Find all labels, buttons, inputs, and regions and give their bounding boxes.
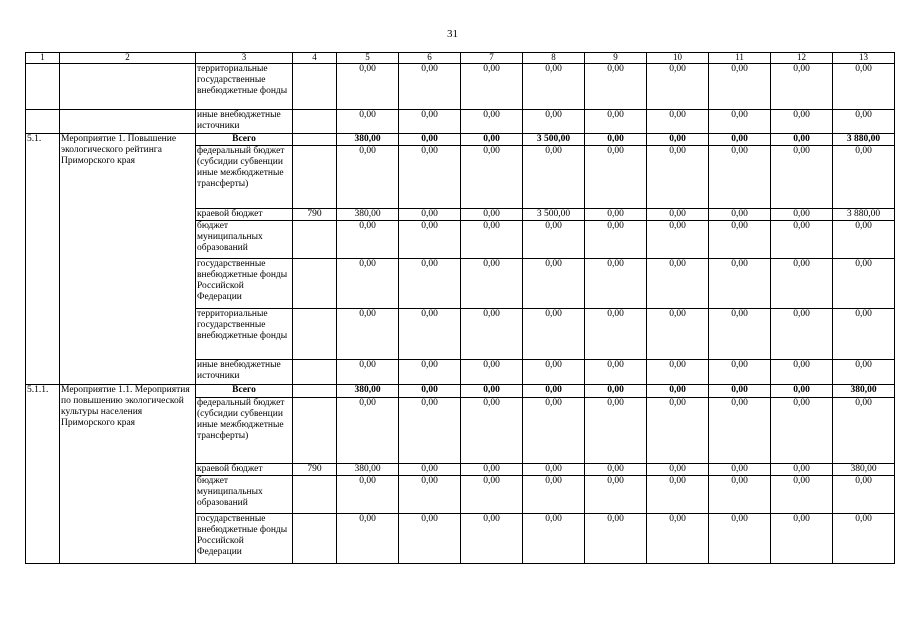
header-row — [26, 53, 895, 64]
amount-cell: 0,00 — [461, 398, 523, 464]
amount-cell: 0,00 — [399, 360, 461, 385]
amount-cell: 0,00 — [523, 221, 585, 259]
amount-cell: 3 880,00 — [833, 134, 895, 146]
amount-cell: 0,00 — [771, 309, 833, 360]
amount-cell: 0,00 — [399, 259, 461, 309]
amount-cell: 0,00 — [647, 134, 709, 146]
amount-cell: 0,00 — [709, 134, 771, 146]
table-row — [26, 64, 895, 110]
budget-code — [293, 476, 337, 514]
budget-code — [293, 398, 337, 464]
amount-cell: 0,00 — [833, 476, 895, 514]
amount-cell: 0,00 — [337, 259, 399, 309]
amount-cell: 0,00 — [771, 64, 833, 110]
amount-cell: 0,00 — [647, 360, 709, 385]
amount-cell: 0,00 — [709, 110, 771, 134]
event-name: Мероприятие 1. Повышение экологического рейтинга Приморского края — [60, 134, 196, 385]
amount-cell: 0,00 — [833, 360, 895, 385]
amount-cell: 0,00 — [647, 259, 709, 309]
budget-code — [293, 514, 337, 564]
column-header: 12 — [771, 53, 833, 64]
amount-cell: 0,00 — [585, 309, 647, 360]
amount-cell: 0,00 — [337, 110, 399, 134]
amount-cell: 0,00 — [647, 146, 709, 209]
amount-cell: 0,00 — [523, 514, 585, 564]
amount-cell: 0,00 — [461, 110, 523, 134]
amount-cell: 0,00 — [585, 464, 647, 476]
amount-cell: 0,00 — [647, 64, 709, 110]
amount-cell: 0,00 — [337, 514, 399, 564]
amount-cell: 0,00 — [523, 398, 585, 464]
amount-cell: 0,00 — [771, 464, 833, 476]
table-row — [26, 134, 895, 146]
amount-cell: 0,00 — [771, 398, 833, 464]
funding-source: федеральный бюджет (субсидии субвенции иные межбюджетные трансферты) — [196, 146, 293, 209]
budget-code: 790 — [293, 464, 337, 476]
amount-cell: 0,00 — [399, 209, 461, 221]
amount-cell: 0,00 — [585, 64, 647, 110]
column-header: 9 — [585, 53, 647, 64]
page-number: 31 — [447, 28, 458, 40]
amount-cell: 0,00 — [461, 221, 523, 259]
amount-cell: 0,00 — [771, 221, 833, 259]
amount-cell: 0,00 — [833, 110, 895, 134]
funding-source: бюджет муниципальных образований — [196, 221, 293, 259]
funding-source: государственные внебюджетные фонды Российской Федерации — [196, 259, 293, 309]
amount-cell: 0,00 — [399, 134, 461, 146]
amount-cell: 0,00 — [833, 309, 895, 360]
amount-cell: 0,00 — [709, 385, 771, 398]
amount-cell: 0,00 — [461, 464, 523, 476]
amount-cell: 380,00 — [337, 464, 399, 476]
amount-cell: 0,00 — [833, 398, 895, 464]
funding-source: иные внебюджетные источники — [196, 360, 293, 385]
column-header: 11 — [709, 53, 771, 64]
amount-cell: 380,00 — [337, 209, 399, 221]
funding-source: федеральный бюджет (субсидии субвенции иные межбюджетные трансферты) — [196, 398, 293, 464]
column-header: 1 — [26, 53, 60, 64]
amount-cell: 0,00 — [833, 64, 895, 110]
amount-cell: 0,00 — [709, 259, 771, 309]
amount-cell: 0,00 — [647, 514, 709, 564]
amount-cell: 0,00 — [337, 146, 399, 209]
amount-cell: 0,00 — [833, 514, 895, 564]
amount-cell: 0,00 — [709, 64, 771, 110]
amount-cell: 0,00 — [523, 146, 585, 209]
amount-cell: 0,00 — [461, 64, 523, 110]
amount-cell: 0,00 — [585, 385, 647, 398]
budget-code — [293, 385, 337, 398]
amount-cell: 0,00 — [585, 514, 647, 564]
amount-cell: 3 500,00 — [523, 134, 585, 146]
amount-cell: 0,00 — [647, 221, 709, 259]
funding-source: территориальные государственные внебюджетные фонды — [196, 64, 293, 110]
amount-cell: 0,00 — [461, 476, 523, 514]
funding-source: Всего — [196, 134, 293, 146]
amount-cell: 0,00 — [771, 476, 833, 514]
budget-code — [293, 309, 337, 360]
column-header: 7 — [461, 53, 523, 64]
amount-cell: 0,00 — [461, 514, 523, 564]
amount-cell: 0,00 — [523, 259, 585, 309]
amount-cell: 0,00 — [709, 360, 771, 385]
amount-cell: 0,00 — [771, 514, 833, 564]
amount-cell: 0,00 — [771, 146, 833, 209]
funding-source: краевой бюджет — [196, 209, 293, 221]
amount-cell: 0,00 — [337, 64, 399, 110]
funding-source: бюджет муниципальных образований — [196, 476, 293, 514]
amount-cell: 0,00 — [709, 309, 771, 360]
amount-cell: 3 880,00 — [833, 209, 895, 221]
amount-cell: 0,00 — [523, 309, 585, 360]
amount-cell: 0,00 — [399, 476, 461, 514]
budget-table — [25, 52, 895, 564]
amount-cell: 0,00 — [709, 209, 771, 221]
amount-cell: 0,00 — [585, 360, 647, 385]
amount-cell: 0,00 — [461, 360, 523, 385]
amount-cell: 0,00 — [461, 385, 523, 398]
amount-cell: 380,00 — [833, 464, 895, 476]
amount-cell: 0,00 — [647, 385, 709, 398]
amount-cell: 0,00 — [461, 146, 523, 209]
amount-cell: 0,00 — [709, 476, 771, 514]
amount-cell: 0,00 — [523, 110, 585, 134]
amount-cell: 0,00 — [771, 209, 833, 221]
amount-cell: 0,00 — [337, 398, 399, 464]
amount-cell: 0,00 — [585, 134, 647, 146]
amount-cell: 0,00 — [833, 221, 895, 259]
amount-cell: 0,00 — [399, 464, 461, 476]
row-number: 5.1. — [26, 134, 60, 385]
amount-cell: 0,00 — [585, 110, 647, 134]
amount-cell: 0,00 — [585, 221, 647, 259]
event-name — [60, 64, 196, 110]
amount-cell: 0,00 — [771, 134, 833, 146]
amount-cell: 0,00 — [337, 221, 399, 259]
column-header: 6 — [399, 53, 461, 64]
amount-cell: 0,00 — [523, 476, 585, 514]
table-row — [26, 385, 895, 398]
column-header: 10 — [647, 53, 709, 64]
column-header: 5 — [337, 53, 399, 64]
budget-code — [293, 110, 337, 134]
amount-cell: 0,00 — [709, 146, 771, 209]
amount-cell: 0,00 — [399, 221, 461, 259]
table-row — [26, 110, 895, 134]
funding-source: территориальные государственные внебюджетные фонды — [196, 309, 293, 360]
amount-cell: 0,00 — [461, 309, 523, 360]
budget-code — [293, 360, 337, 385]
amount-cell: 0,00 — [523, 360, 585, 385]
amount-cell: 0,00 — [523, 464, 585, 476]
row-number — [26, 110, 60, 134]
event-name — [60, 110, 196, 134]
amount-cell: 0,00 — [647, 309, 709, 360]
amount-cell: 0,00 — [833, 146, 895, 209]
column-header: 3 — [196, 53, 293, 64]
budget-code — [293, 134, 337, 146]
amount-cell: 0,00 — [337, 476, 399, 514]
amount-cell: 0,00 — [709, 221, 771, 259]
amount-cell: 380,00 — [833, 385, 895, 398]
row-number — [26, 64, 60, 110]
row-number: 5.1.1. — [26, 385, 60, 564]
amount-cell: 0,00 — [647, 476, 709, 514]
amount-cell: 0,00 — [337, 309, 399, 360]
amount-cell: 0,00 — [585, 259, 647, 309]
funding-source: государственные внебюджетные фонды Российской Федерации — [196, 514, 293, 564]
amount-cell: 0,00 — [399, 398, 461, 464]
amount-cell: 0,00 — [461, 134, 523, 146]
amount-cell: 0,00 — [709, 464, 771, 476]
budget-code — [293, 64, 337, 110]
amount-cell: 380,00 — [337, 385, 399, 398]
amount-cell: 0,00 — [771, 360, 833, 385]
amount-cell: 0,00 — [585, 398, 647, 464]
amount-cell: 0,00 — [399, 385, 461, 398]
amount-cell: 0,00 — [461, 209, 523, 221]
column-header: 13 — [833, 53, 895, 64]
amount-cell: 0,00 — [461, 259, 523, 309]
amount-cell: 0,00 — [523, 385, 585, 398]
amount-cell: 0,00 — [399, 309, 461, 360]
amount-cell: 0,00 — [709, 514, 771, 564]
amount-cell: 0,00 — [523, 64, 585, 110]
amount-cell: 380,00 — [337, 134, 399, 146]
funding-source: иные внебюджетные источники — [196, 110, 293, 134]
amount-cell: 3 500,00 — [523, 209, 585, 221]
amount-cell: 0,00 — [585, 209, 647, 221]
amount-cell: 0,00 — [585, 476, 647, 514]
amount-cell: 0,00 — [771, 110, 833, 134]
column-header: 4 — [293, 53, 337, 64]
amount-cell: 0,00 — [771, 385, 833, 398]
amount-cell: 0,00 — [399, 514, 461, 564]
amount-cell: 0,00 — [647, 464, 709, 476]
amount-cell: 0,00 — [771, 259, 833, 309]
funding-source: краевой бюджет — [196, 464, 293, 476]
amount-cell: 0,00 — [585, 146, 647, 209]
funding-source: Всего — [196, 385, 293, 398]
amount-cell: 0,00 — [399, 64, 461, 110]
budget-code — [293, 146, 337, 209]
column-header: 2 — [60, 53, 196, 64]
budget-code: 790 — [293, 209, 337, 221]
column-header: 8 — [523, 53, 585, 64]
amount-cell: 0,00 — [337, 360, 399, 385]
budget-code — [293, 259, 337, 309]
amount-cell: 0,00 — [399, 110, 461, 134]
amount-cell: 0,00 — [709, 398, 771, 464]
amount-cell: 0,00 — [833, 259, 895, 309]
amount-cell: 0,00 — [399, 146, 461, 209]
amount-cell: 0,00 — [647, 209, 709, 221]
amount-cell: 0,00 — [647, 398, 709, 464]
event-name: Мероприятие 1.1. Мероприятия по повышению экологической культуры населения Приморского края — [60, 385, 196, 564]
amount-cell: 0,00 — [647, 110, 709, 134]
budget-code — [293, 221, 337, 259]
